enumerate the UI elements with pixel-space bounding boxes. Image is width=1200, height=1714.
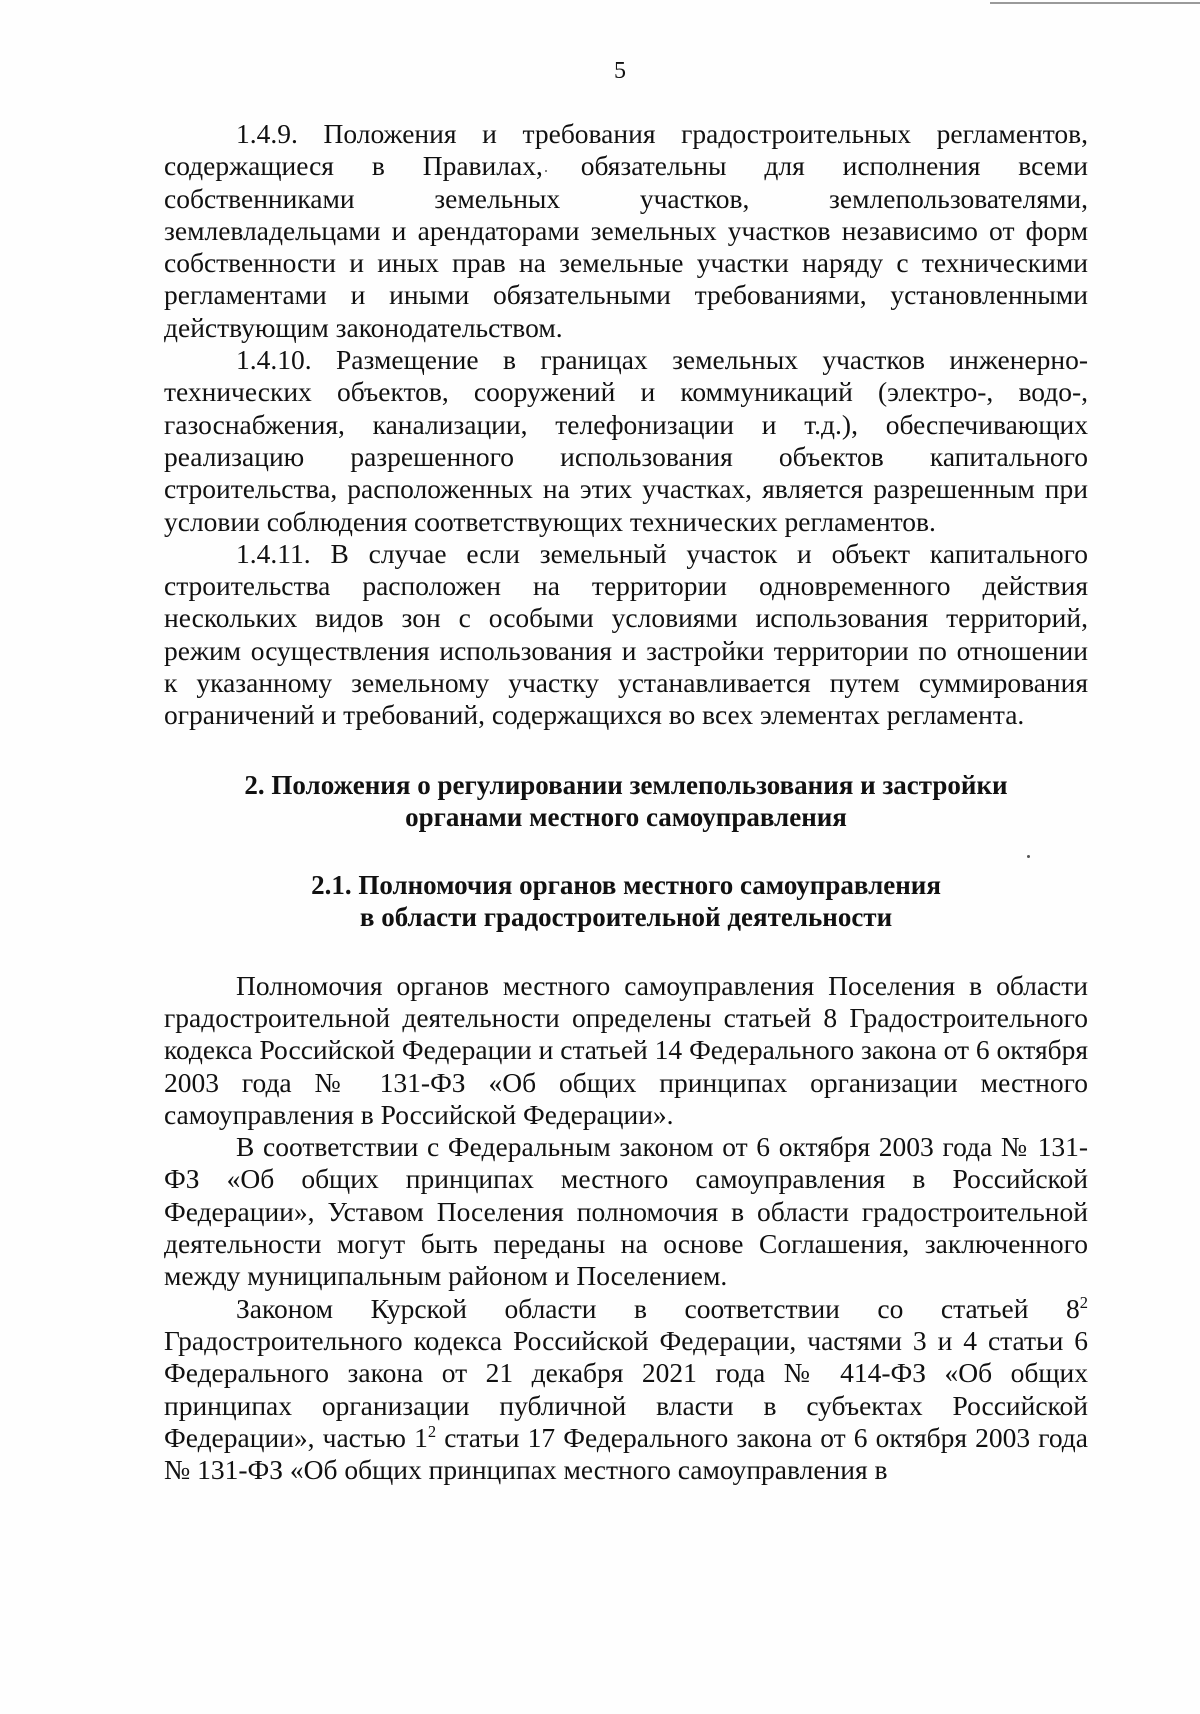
superscript: 2 bbox=[427, 1421, 437, 1441]
section-2-1-heading-line-1: 2.1. Полномочия органов местного самоуправления bbox=[311, 869, 941, 900]
section-2-1-heading-line-2: в области градостроительной деятельности bbox=[359, 901, 893, 932]
section-2-1-heading bbox=[164, 869, 1088, 933]
paragraph-federal-law: В соответствии с Федеральным законом от 6 октября 2003 года № 131-ФЗ «Об общих принципах местного самоуправления в Российской Федерации», Уставом Поселения полномочия в области градостроительной деятельности могут быть переданы на основе Соглашения, заключенного между муниципальным районом и Поселением. bbox=[164, 1131, 1088, 1292]
section-2-heading-line-2: органами местного самоуправления bbox=[405, 801, 847, 832]
section-2-heading-line-1: 2. Положения о регулировании землепользования и застройки bbox=[244, 769, 1008, 800]
scan-edge-line bbox=[990, 2, 1200, 4]
paragraph-1-4-9: 1.4.9. Положения и требования градостроительных регламентов, содержащиеся в Правилах, обязательны для исполнения всеми собственниками земельных участков, землепользователями, землевладельцами и арендаторами земельных участков независимо от форм собственности и иных прав на земельные участки наряду с техническими регламентами и иными обязательными требованиями, установленными действующим законодательством. bbox=[164, 118, 1088, 343]
section-2-heading bbox=[164, 769, 1088, 833]
paragraph-powers: Полномочия органов местного самоуправления Поселения в области градостроительной деятельности определены статьей 8 Градостроительного кодекса Российской Федерации и статьей 14 Федерального закона от 6 октября 2003 года № 131-ФЗ «Об общих принципах организации местного самоуправления в Российской Федерации». bbox=[164, 969, 1088, 1130]
kursk-law-text-3: статьи 17 Федерального закона от 6 октября 2003 года № 131-ФЗ «Об общих принципах местного самоуправления в bbox=[164, 1421, 1088, 1486]
paragraph-1-4-11: 1.4.11. В случае если земельный участок и объект капитального строительства расположен на территории одновременного действия нескольких видов зон с особыми условиями использования территорий, режим осуществления использования и застройки территории по отношении к указанному земельному участку устанавливается путем суммирования ограничений и требований, содержащихся во всех элементах регламента. bbox=[164, 537, 1088, 731]
paragraph-1-4-10: 1.4.10. Размещение в границах земельных участков инженерно-технических объектов, сооружений и коммуникаций (электро-, водо-, газоснабжения, канализации, телефонизации и т.д.), обеспечивающих реализацию разрешенного использования объектов капитального строительства, расположенных на этих участках, является разрешенным при условии соблюдения соответствующих технических регламентов. bbox=[164, 344, 1088, 537]
superscript: 2 bbox=[1079, 1292, 1088, 1312]
document-body bbox=[164, 118, 1088, 1486]
kursk-law-text-2: Градостроительного кодекса Российской Федерации, частями 3 и 4 статьи 6 Федерального закона от 21 декабря 2021 года № 414-ФЗ «Об общих принципах организации публичной власти в субъектах Российской Федерации», частью 1 bbox=[164, 1324, 1088, 1453]
page-number: 5 bbox=[614, 58, 626, 84]
kursk-law-text-1: Законом Курской области в соответствии со статьей 8 bbox=[236, 1292, 1080, 1324]
paragraph-kursk-law bbox=[164, 1293, 1088, 1487]
